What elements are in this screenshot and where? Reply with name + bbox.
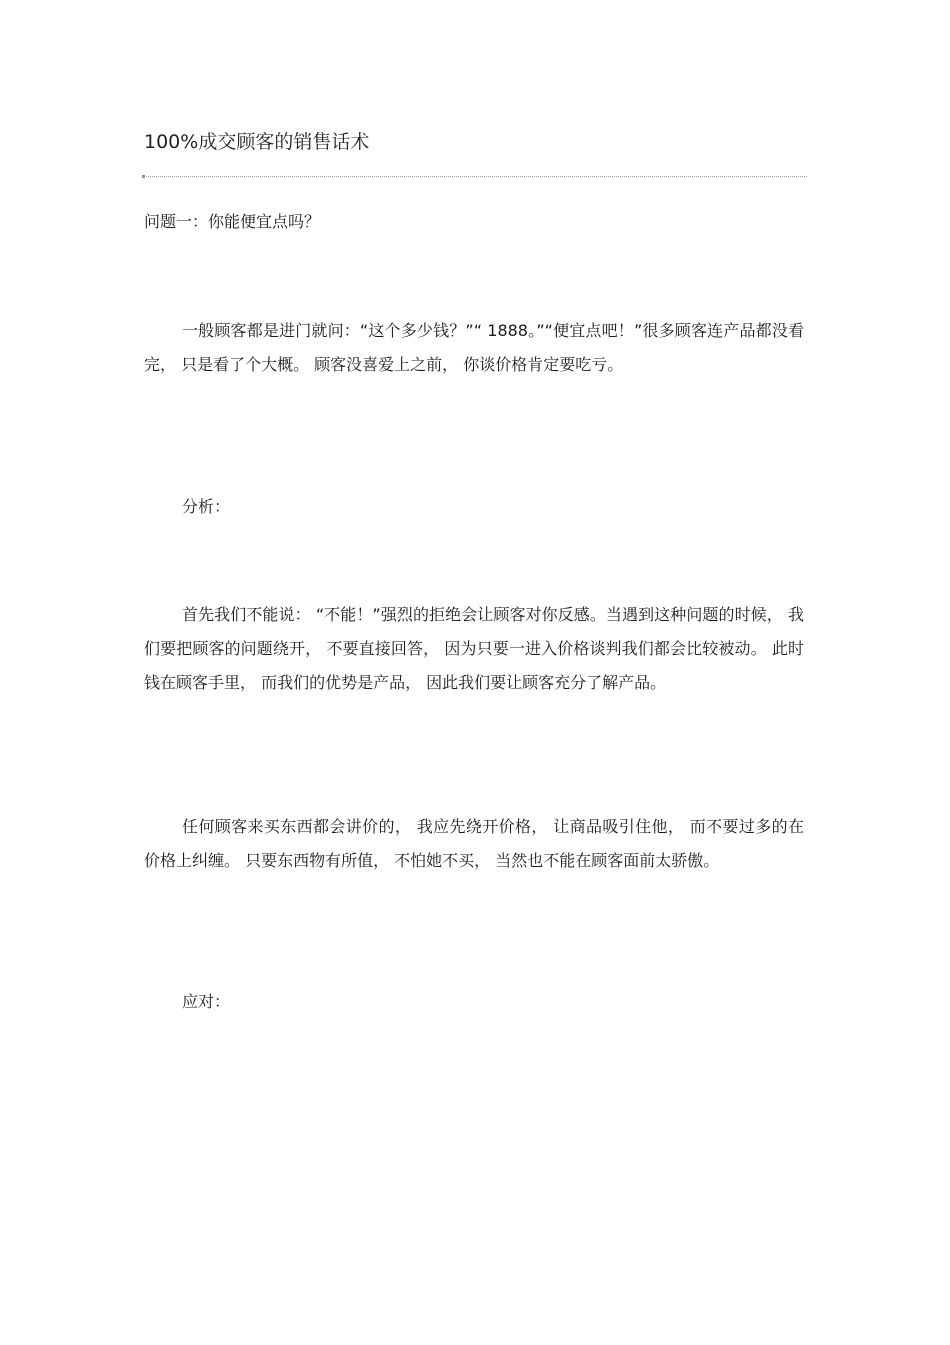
analysis-label: 分析：	[182, 497, 231, 516]
document-title: 100%成交顾客的销售话术	[144, 131, 370, 153]
response-label: 应对：	[182, 992, 231, 1011]
paragraph-intro: 一般顾客都是进门就问：“这个多少钱？”“ 1888。”“便宜点吧！”很多顾客连产品都没看完， 只是看了个大概。 顾客没喜爱上之前， 你谈价格肯定要吃亏。	[144, 321, 804, 374]
question-heading: 问题一：你能便宜点吗？	[144, 212, 321, 231]
title-divider	[143, 176, 807, 177]
paragraph-analysis-2: 任何顾客来买东西都会讲价的， 我应先绕开价格， 让商品吸引住他， 而不要过多的在价格上纠缠。 只要东西物有所值， 不怕她不买， 当然也不能在顾客面前太骄傲。	[144, 817, 804, 870]
paragraph-analysis-1: 首先我们不能说： “不能！”强烈的拒绝会让顾客对你反感。当遇到这种问题的时候， 我们要把顾客的问题绕开， 不要直接回答， 因为只要一进入价格谈判我们都会比较被动。 此时钱在顾客手里， 而我们的优势是产品， 因此我们要让顾客充分了解产品。	[144, 605, 804, 692]
